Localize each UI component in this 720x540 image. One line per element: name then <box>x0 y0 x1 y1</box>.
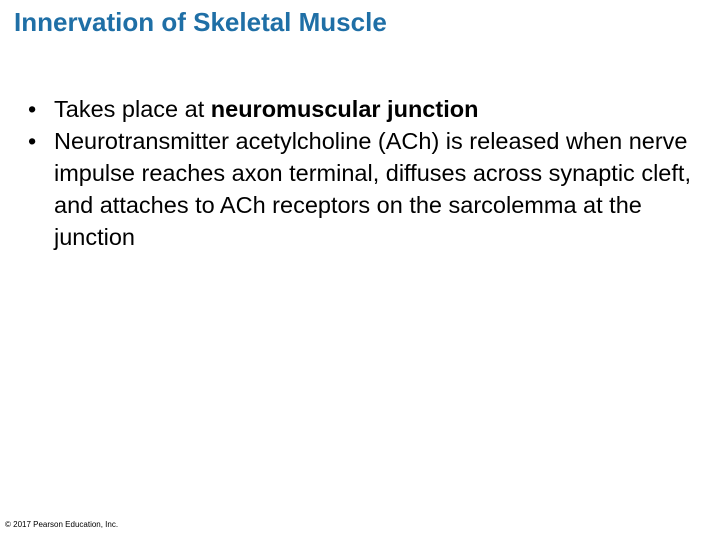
bullet-text-prefix: Takes place at <box>54 96 211 122</box>
bullet-item-2 <box>22 125 712 253</box>
bullet-item-1 <box>22 93 712 125</box>
copyright-footer: © 2017 Pearson Education, Inc. <box>5 520 119 529</box>
bullet-text-emphasis: neuromuscular junction <box>210 96 479 122</box>
slide-title: Innervation of Skeletal Muscle <box>14 7 387 37</box>
bullet-marker: • <box>28 128 37 154</box>
bullet-marker: • <box>28 96 37 122</box>
bullet-list <box>22 93 712 253</box>
bullet-text: Neurotransmitter acetylcholine (ACh) is released when nerve impulse reaches axon terminal, diffuses across synaptic cleft, and attaches to ACh receptors on the sarcolemma at the junction <box>54 128 691 250</box>
